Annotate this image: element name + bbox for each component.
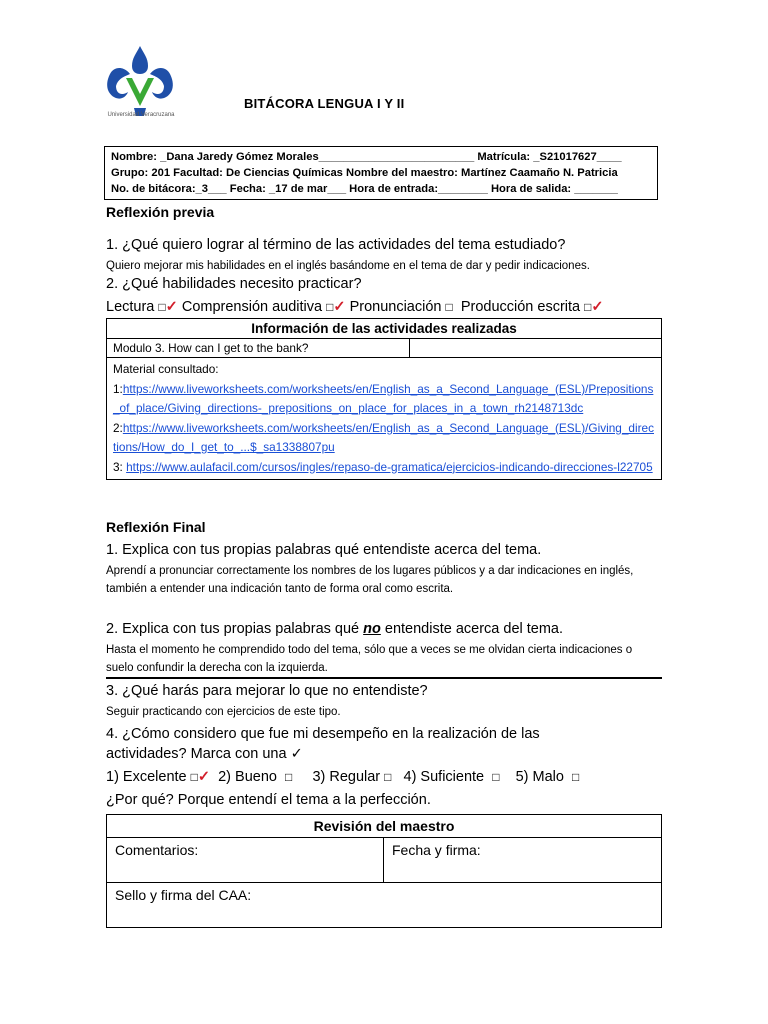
module-cell: Modulo 3. How can I get to the bank?: [107, 339, 410, 358]
logo-caption: Universidad Veracruzana: [107, 112, 175, 118]
activities-table: [106, 318, 662, 480]
link-row-1: [113, 380, 655, 419]
reflexion-previa-heading: Reflexión previa: [106, 204, 215, 220]
check-icon: ✓: [333, 299, 346, 315]
ratings-row: [106, 769, 579, 785]
final-question-1: 1. Explica con tus propias palabras qué entendiste acerca del tema.: [106, 542, 542, 558]
material-link-2[interactable]: https://www.liveworksheets.com/worksheets/en/English_as_a_Second_Language_(ESL)/Giving_directions/How_do_I_get_to_...$_sa1338807pu: [113, 420, 654, 454]
skill-produccion-escrita: Producción escrita: [460, 299, 581, 315]
check-icon: ✓: [197, 769, 211, 785]
info-line-log: No. de bitácora:_3___ Fecha: _17 de mar___ Hora de entrada:________ Hora de salida: _______: [111, 183, 618, 195]
material-cell: [107, 358, 662, 480]
teacher-review-table: [106, 814, 662, 928]
q2-emphasis: no: [363, 621, 381, 637]
final-answer-1: Aprendí a pronunciar correctamente los nombres de los lugares públicos y a dar indicaciones en inglés, también a entender una indicación tanto de forma oral como escrita.: [106, 565, 634, 595]
document-title: BITÁCORA LENGUA I Y II: [244, 96, 405, 111]
rating-excelente: 1) Excelente: [106, 769, 187, 785]
material-label: Material consultado:: [113, 362, 219, 376]
checkbox-suficiente[interactable]: □: [492, 770, 500, 784]
divider: [106, 677, 662, 679]
review-header: Revisión del maestro: [107, 815, 662, 838]
checkbox-produccion-escrita[interactable]: □: [584, 300, 592, 314]
checkbox-excelente[interactable]: □: [190, 770, 198, 784]
final-question-3: 3. ¿Qué harás para mejorar lo que no entendiste?: [106, 683, 428, 699]
comments-cell[interactable]: Comentarios:: [107, 838, 384, 883]
why-line: ¿Por qué? Porque entendí el tema a la perfección.: [106, 792, 431, 808]
checkbox-bueno[interactable]: □: [285, 770, 293, 784]
material-link-3[interactable]: https://www.aulafacil.com/cursos/ingles/repaso-de-gramatica/ejercicios-indicando-direcciones-l22705: [126, 459, 653, 474]
rating-bueno: 2) Bueno: [218, 769, 277, 785]
checkbox-regular[interactable]: □: [384, 770, 392, 784]
link-row-2: [113, 419, 655, 458]
link-prefix: 2:: [113, 420, 123, 435]
checkbox-lectura[interactable]: □: [158, 300, 166, 314]
skill-lectura: Lectura: [106, 299, 155, 315]
answer-1: Quiero mejorar mis habilidades en el inglés basándome en el tema de dar y pedir indicaciones.: [106, 260, 590, 272]
info-line-name: Nombre: _Dana Jaredy Gómez Morales_________________________ Matrícula: _S21017627____: [111, 151, 622, 163]
question-2: 2. ¿Qué habilidades necesito practicar?: [106, 276, 362, 292]
check-icon: ✓: [165, 299, 178, 315]
rating-regular: 3) Regular: [312, 769, 381, 785]
q2-text-post: entendiste acerca del tema.: [380, 621, 564, 637]
stamp-signature-cell[interactable]: Sello y firma del CAA:: [107, 883, 662, 928]
q2-text-pre: 2. Explica con tus propias palabras qué: [106, 621, 364, 637]
rating-suficiente: 4) Suficiente: [403, 769, 485, 785]
skill-comprension-auditiva: Comprensión auditiva: [181, 299, 323, 315]
final-question-2: [106, 621, 563, 637]
link-prefix: 1:: [113, 381, 123, 396]
date-signature-cell[interactable]: Fecha y firma:: [384, 838, 662, 883]
link-prefix: 3:: [113, 459, 127, 474]
activities-header: Información de las actividades realizadas: [107, 319, 662, 339]
student-info-box: [104, 146, 658, 200]
checkbox-comprension-auditiva[interactable]: □: [326, 300, 334, 314]
checkbox-pronunciacion[interactable]: □: [445, 300, 453, 314]
rating-malo: 5) Malo: [515, 769, 564, 785]
info-line-group: Grupo: 201 Facultad: De Ciencias Químicas Nombre del maestro: Martínez Caamaño N. Patricia: [111, 167, 618, 179]
checkbox-malo[interactable]: □: [571, 770, 580, 784]
check-icon: ✓: [591, 299, 604, 315]
empty-cell: [410, 339, 662, 358]
reflexion-final-heading: Reflexión Final: [106, 519, 206, 535]
final-answer-2: Hasta el momento he comprendido todo del tema, sólo que a veces se me olvidan cierta indicaciones o suelo confundir la derecha con la izquierda.: [106, 644, 633, 674]
final-question-4: 4. ¿Cómo considero que fue mi desempeño en la realización de las actividades? Marca con una ✓: [106, 726, 540, 762]
final-answer-3: Seguir practicando con ejercicios de este tipo.: [106, 706, 341, 718]
skills-row: [106, 299, 604, 315]
skill-pronunciacion: Pronunciación: [349, 299, 442, 315]
link-row-3: [113, 458, 655, 478]
material-link-1[interactable]: https://www.liveworksheets.com/worksheets/en/English_as_a_Second_Language_(ESL)/Prepositions_of_place/Giving_directions-_prepositions_on_place_for_places_in_a_town_rh2148713dc: [113, 381, 654, 415]
question-1: 1. ¿Qué quiero lograr al término de las actividades del tema estudiado?: [106, 237, 566, 253]
